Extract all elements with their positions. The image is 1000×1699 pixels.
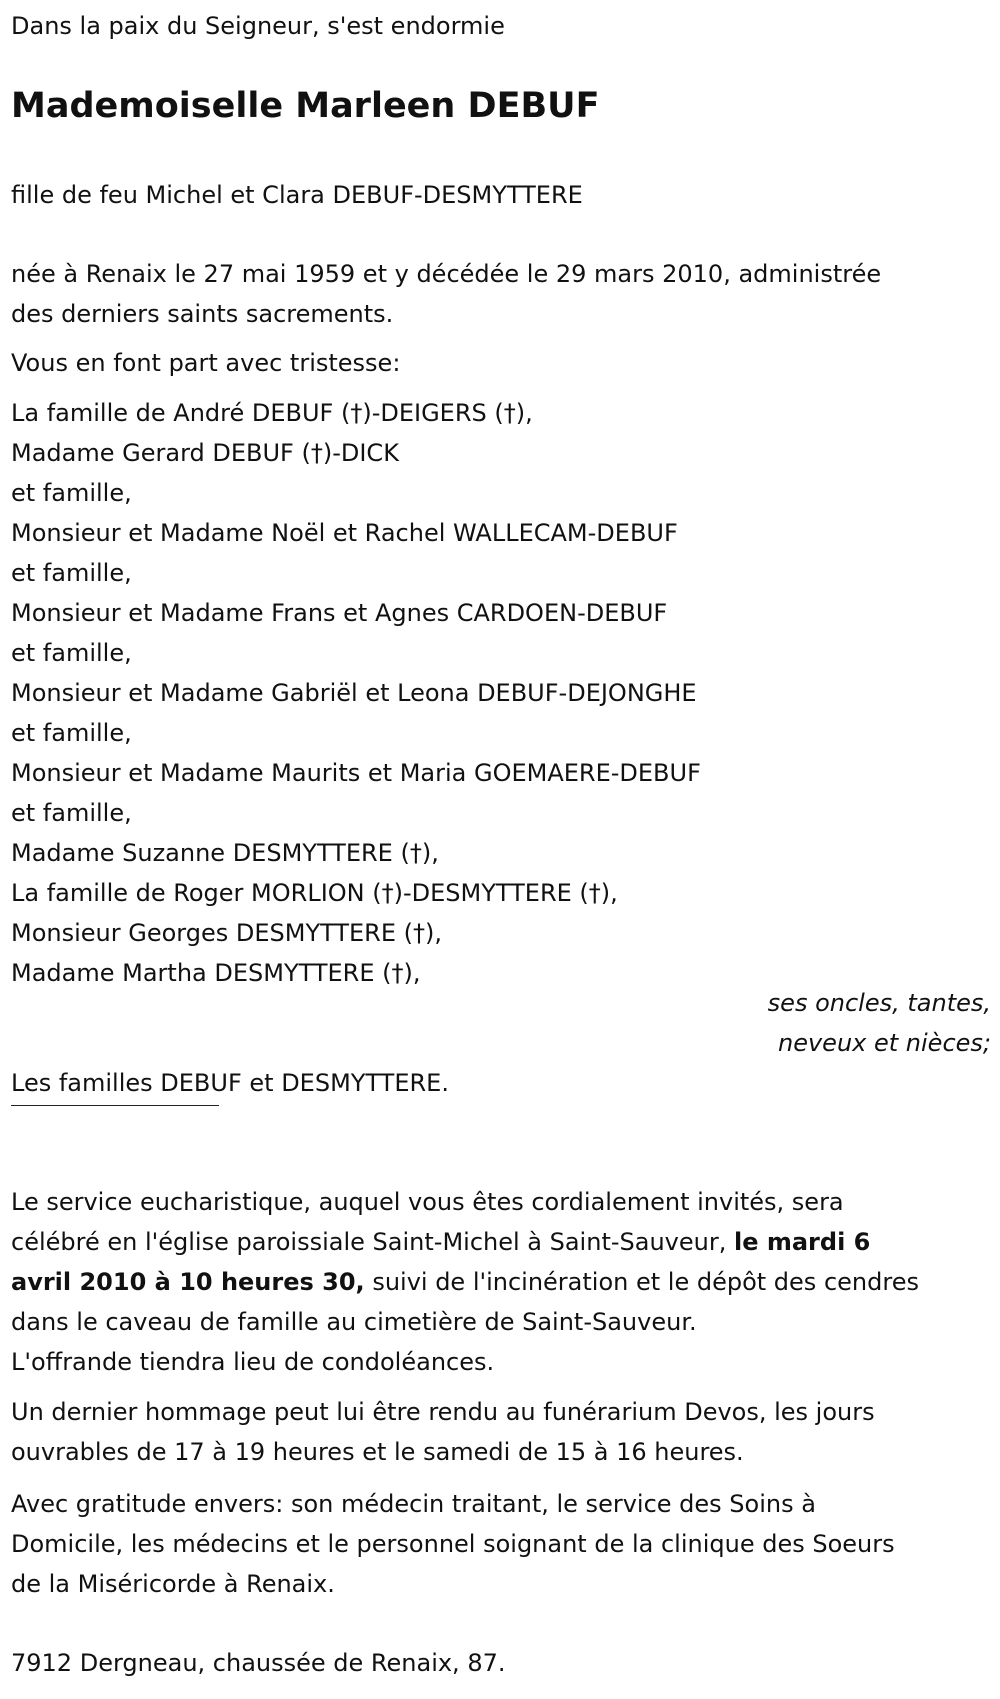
- birth-line: des derniers saints sacrements.: [11, 300, 394, 328]
- relation-line: ses oncles, tantes,: [767, 989, 991, 1017]
- families-text: Les familles DEBUF et DESMYTTERE.: [11, 1069, 449, 1097]
- mourner-line: et famille,: [11, 559, 132, 587]
- mourner-line: Madame Martha DESMYTTERE (†),: [11, 959, 421, 987]
- thanks-paragraph: [11, 1484, 895, 1604]
- address-text: 7912 Dergneau, chaussée de Renaix, 87.: [11, 1649, 506, 1677]
- birth-death-paragraph: [11, 254, 881, 334]
- mourner-line: et famille,: [11, 799, 132, 827]
- mourner-line: Madame Suzanne DESMYTTERE (†),: [11, 839, 439, 867]
- service-line: [11, 1222, 919, 1262]
- mourner-line: et famille,: [11, 719, 132, 747]
- mourner-line: La famille de Roger MORLION (†)-DESMYTTERE (†),: [11, 879, 618, 907]
- hommage-line: ouvrables de 17 à 19 heures et le samedi de 15 à 16 heures.: [11, 1438, 744, 1466]
- mourner-line: et famille,: [11, 639, 132, 667]
- service-time: avril 2010 à 10 heures 30,: [11, 1268, 365, 1296]
- service-text: célébré en l'église paroissiale Saint-Michel à Saint-Sauveur,: [11, 1228, 727, 1256]
- service-line: Le service eucharistique, auquel vous êtes cordialement invités, sera: [11, 1188, 844, 1216]
- mourner-line: Madame Gerard DEBUF (†)-DICK: [11, 439, 399, 467]
- mourner-line: Monsieur et Madame Noël et Rachel WALLECAM-DEBUF: [11, 519, 678, 547]
- relation-line: neveux et nièces;: [778, 1029, 991, 1057]
- hommage-paragraph: [11, 1392, 875, 1472]
- mourner-line: et famille,: [11, 479, 132, 507]
- thanks-line: de la Miséricorde à Renaix.: [11, 1570, 335, 1598]
- relation-note: [768, 983, 991, 1063]
- offering-text: L'offrande tiendra lieu de condoléances.: [11, 1348, 495, 1376]
- deceased-name: Mademoiselle Marleen DEBUF: [11, 86, 600, 126]
- thanks-line: Domicile, les médecins et le personnel soignant de la clinique des Soeurs: [11, 1530, 895, 1558]
- parents-text: fille de feu Michel et Clara DEBUF-DESMYTTERE: [11, 181, 583, 209]
- service-paragraph: [11, 1182, 919, 1342]
- mourners-list: [11, 393, 701, 993]
- service-line: dans le caveau de famille au cimetière de Saint-Sauveur.: [11, 1308, 697, 1336]
- hommage-line: Un dernier hommage peut lui être rendu au funérarium Devos, les jours: [11, 1398, 875, 1426]
- service-line: [11, 1262, 919, 1302]
- birth-line: née à Renaix le 27 mai 1959 et y décédée le 29 mars 2010, administrée: [11, 260, 882, 288]
- service-date: le mardi 6: [733, 1228, 871, 1256]
- service-text: suivi de l'incinération et le dépôt des cendres: [372, 1268, 919, 1296]
- separator-line: [11, 1105, 219, 1106]
- mourner-line: Monsieur Georges DESMYTTERE (†),: [11, 919, 443, 947]
- thanks-line: Avec gratitude envers: son médecin traitant, le service des Soins à: [11, 1490, 816, 1518]
- mourner-line: Monsieur et Madame Maurits et Maria GOEMAERE-DEBUF: [11, 759, 701, 787]
- announcement-text: Vous en font part avec tristesse:: [11, 349, 401, 377]
- mourner-line: Monsieur et Madame Frans et Agnes CARDOEN-DEBUF: [11, 599, 668, 627]
- intro-text: Dans la paix du Seigneur, s'est endormie: [11, 12, 505, 40]
- mourner-line: La famille de André DEBUF (†)-DEIGERS (†),: [11, 399, 533, 427]
- mourner-line: Monsieur et Madame Gabriël et Leona DEBUF-DEJONGHE: [11, 679, 697, 707]
